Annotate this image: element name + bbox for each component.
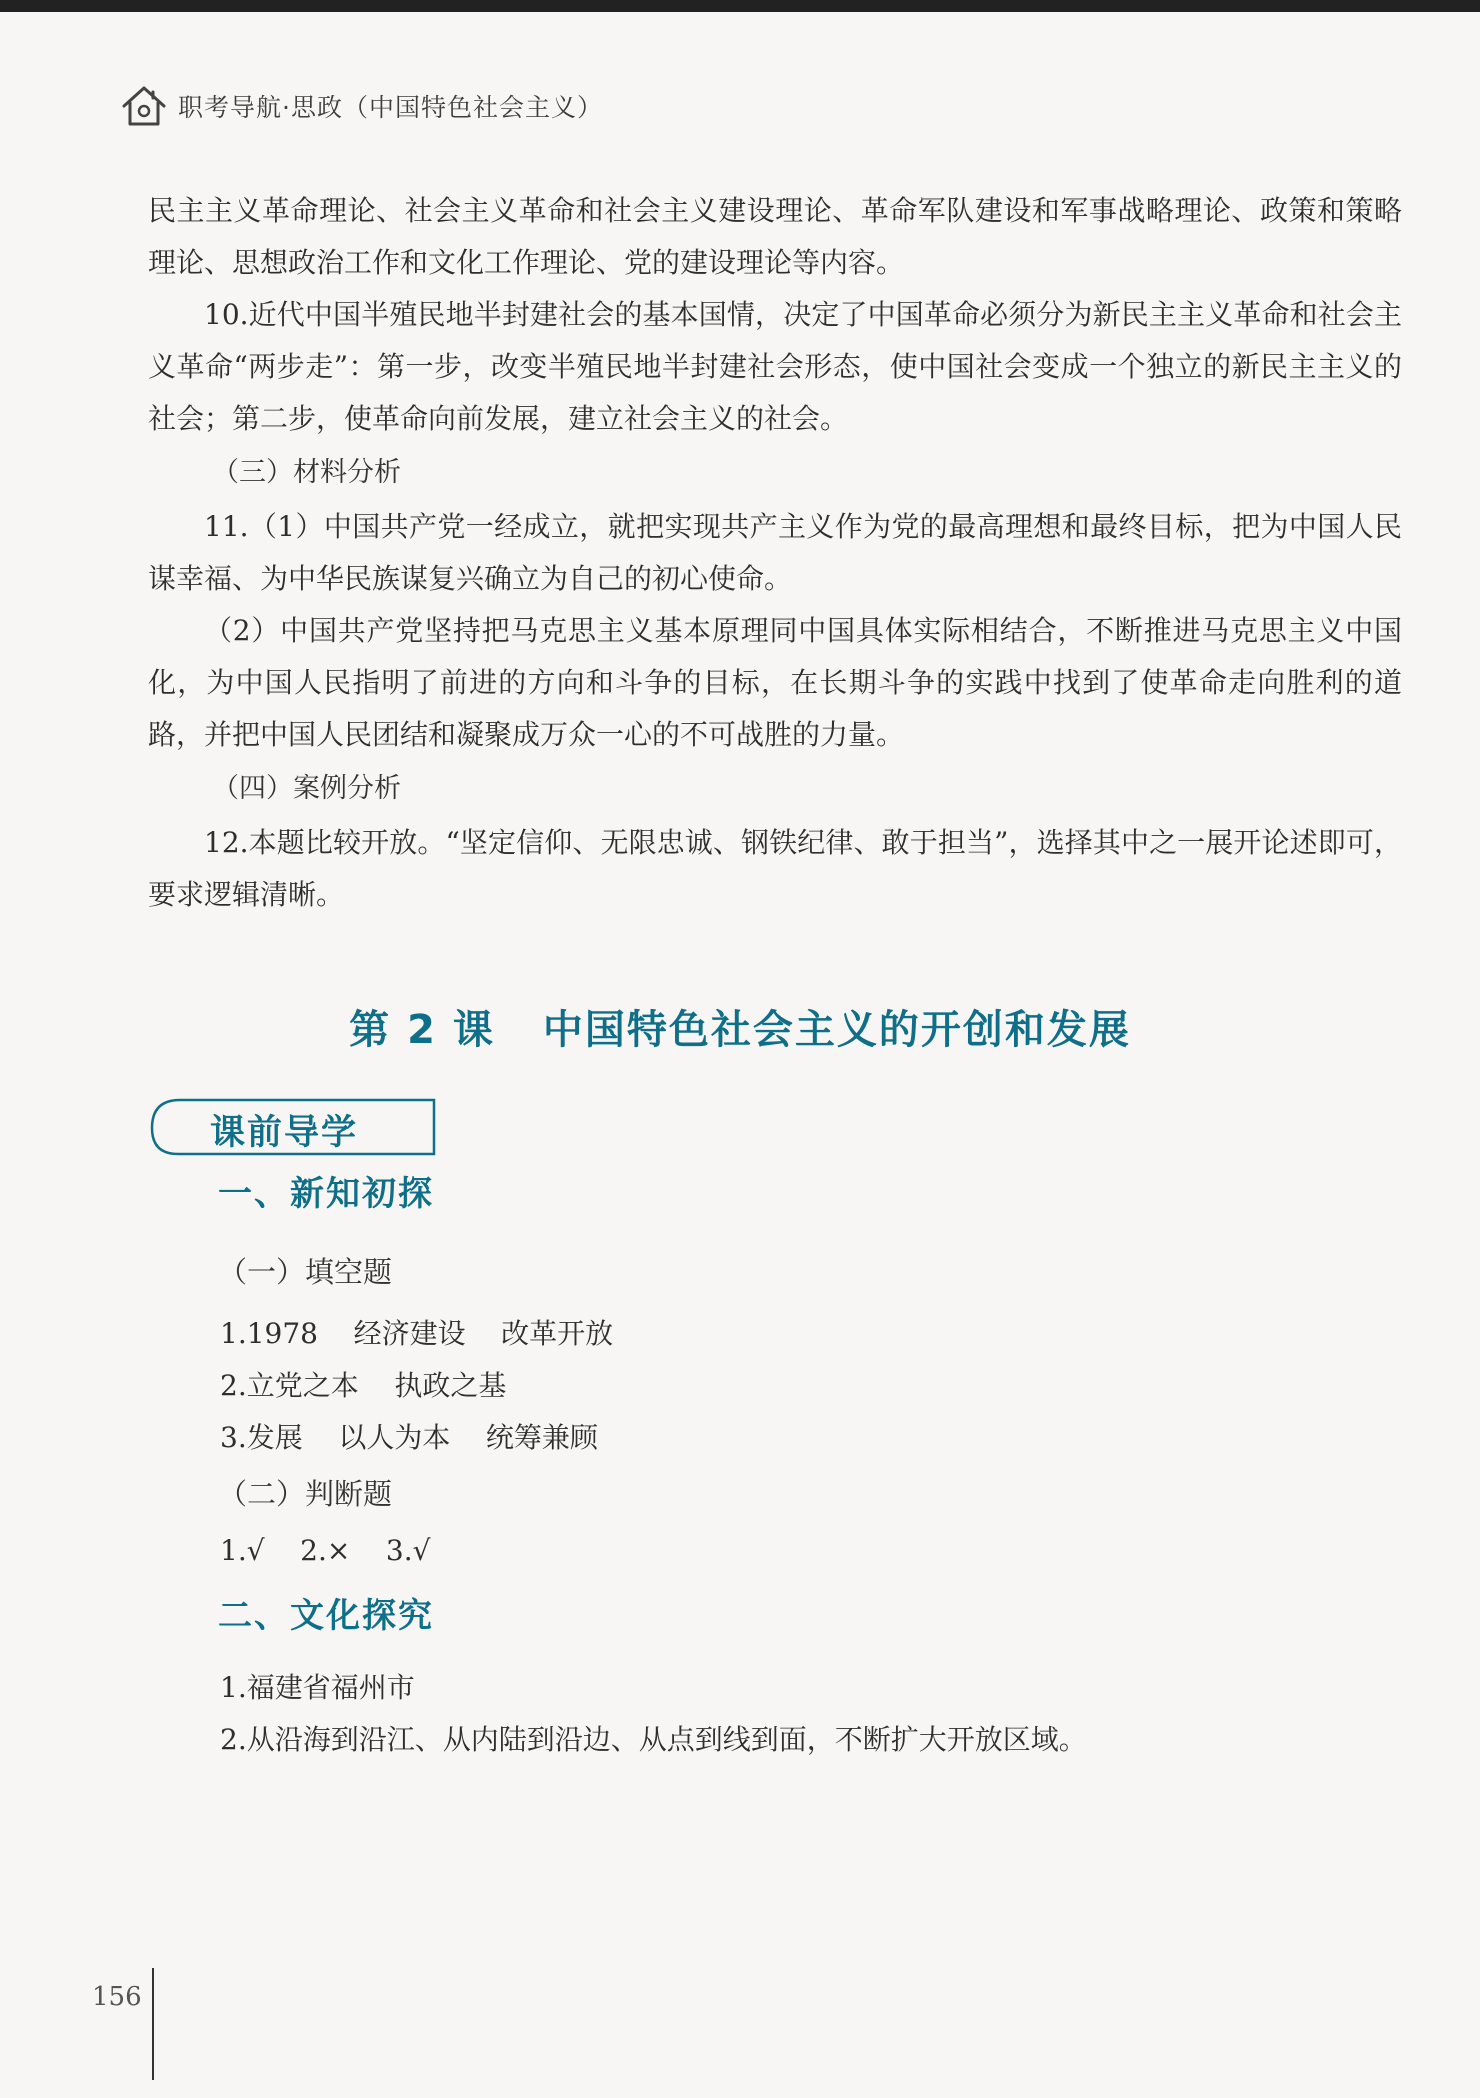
section-heading-case: （四）案例分析 <box>212 773 401 804</box>
fill-answer: 2.立党之本 执政之基 <box>220 1369 507 1402</box>
part1-heading: 一、新知初探 <box>218 1174 434 1214</box>
fill-answer: 1.1978 经济建设 改革开放 <box>220 1317 614 1350</box>
lesson-number: 第 2 课 <box>349 1007 495 1053</box>
paragraph: （2）中国共产党坚持把马克思主义基本原理同中国具体实际相结合，不断推进马克思主义中国化，为中国人民指明了前进的方向和斗争的目标，在长期斗争的实践中找到了使革命走向胜利的道路，并把中国人民团结和凝聚成万众一心的不可战胜的力量。 <box>148 614 1402 751</box>
paragraph: 11.（1）中国共产党一经成立，就把实现共产主义作为党的最高理想和最终目标，把为中国人民谋幸福、为中华民族谋复兴确立为自己的初心使命。 <box>148 510 1402 595</box>
section-heading-material: （三）材料分析 <box>212 457 401 488</box>
tag-label: 课前导学 <box>210 1113 359 1153</box>
header-title: 职考导航·思政（中国特色社会主义） <box>178 93 603 122</box>
culture-answer: 2.从沿海到沿江、从内陆到沿边、从点到线到面，不断扩大开放区域。 <box>220 1723 1087 1756</box>
paragraph: 10.近代中国半殖民地半封建社会的基本国情，决定了中国革命必须分为新民主主义革命和社会主义革命“两步走”：第一步，改变半殖民地半封建社会形态，使中国社会变成一个独立的新民主主义的社会；第二步，使革命向前发展，建立社会主义的社会。 <box>148 298 1402 435</box>
paragraph: 12.本题比较开放。“坚定信仰、无限忠诚、钢铁纪律、敢于担当”，选择其中之一展开论述即可，要求逻辑清晰。 <box>148 826 1402 911</box>
lesson-name: 中国特色社会主义的开创和发展 <box>542 1007 1131 1053</box>
page-bar <box>152 1968 154 2080</box>
fill-answer: 3.发展 以人为本 统筹兼顾 <box>220 1421 598 1454</box>
top-rule <box>0 0 1480 12</box>
lesson-title <box>0 998 1480 1055</box>
preview-tag <box>150 1098 436 1154</box>
running-header <box>120 82 603 130</box>
judge-answers: 1.√ 2.× 3.√ <box>220 1534 431 1567</box>
culture-answer: 1.福建省福州市 <box>220 1671 415 1704</box>
paragraph: 民主主义革命理论、社会主义革命和社会主义建设理论、革命军队建设和军事战略理论、政策和策略理论、思想政治工作和文化工作理论、党的建设理论等内容。 <box>148 194 1402 279</box>
page-number: 156 <box>92 1982 142 2012</box>
home-icon <box>120 82 168 130</box>
answer-text-block <box>148 185 1402 921</box>
part2-heading: 二、文化探究 <box>218 1596 434 1636</box>
fill-heading: （一）填空题 <box>218 1255 393 1289</box>
judge-heading: （二）判断题 <box>218 1477 393 1511</box>
